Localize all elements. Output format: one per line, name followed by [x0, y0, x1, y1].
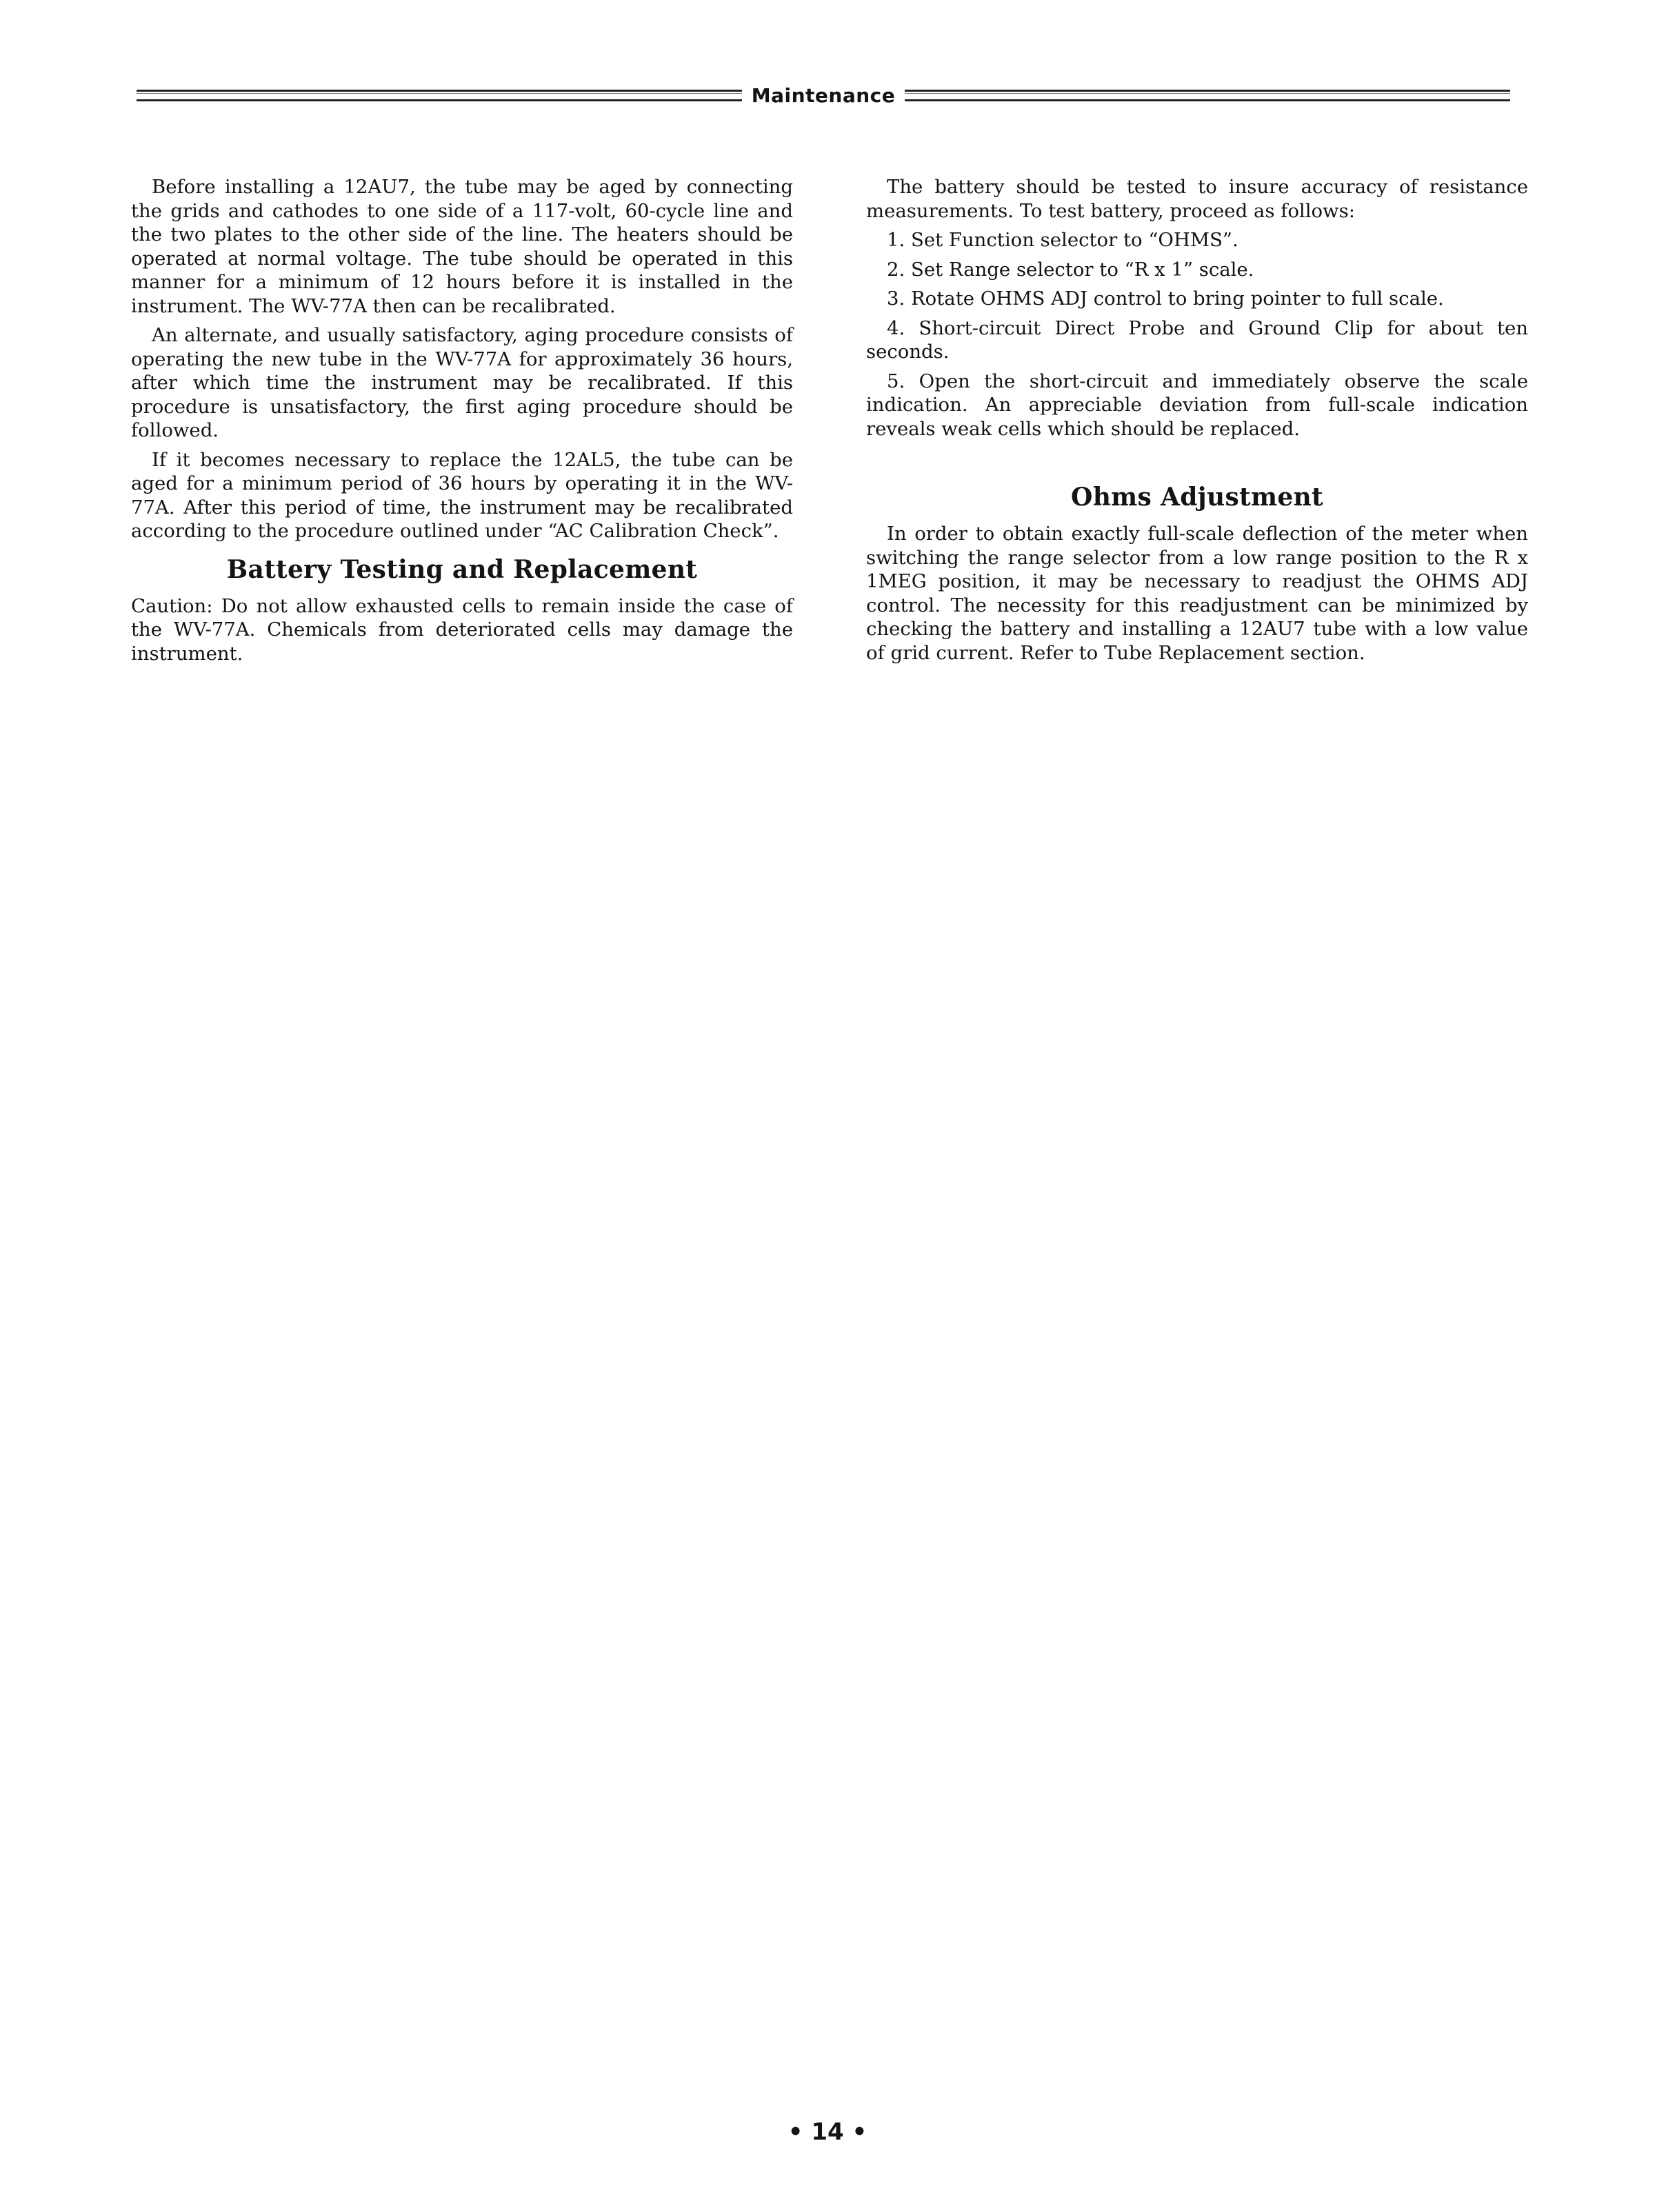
heading-battery-testing: Battery Testing and Replacement: [226, 554, 698, 584]
step-1: 1. Set Function selector to “OHMS”.: [887, 229, 1238, 251]
step-4: 4. Short-circuit Direct Probe and Ground Clip for about ten seconds.: [866, 316, 1528, 363]
header-title: Maintenance: [751, 83, 896, 107]
page-header: [137, 77, 1510, 113]
header-rule-left: [137, 90, 742, 101]
heading-ohms-adjustment: Ohms Adjustment: [1071, 483, 1323, 512]
paragraph-ohms-adjustment: In order to obtain exactly full-scale deflection of the meter when switching the range selector from a low range position to the R x 1MEG position, it may be necessary to readjust the OHMS ADJ control. The necessity for this readjustment can be minimized by checking the battery and installing a 12AU7 tube with a low value of grid current. Refer to Tube Replacement section.: [866, 523, 1528, 664]
paragraph-alternate-aging: An alternate, and usually satisfactory, aging procedure consists of operating the new tube in the WV-77A for approximately 36 hours, after which time the instrument may be recalibrated. If this procedure is unsatisfactory, the first aging procedure should be followed.: [131, 324, 793, 441]
step-2: 2. Set Range selector to “R x 1” scale.: [887, 258, 1254, 281]
paragraph-battery-intro: The battery should be tested to insure accuracy of resistance measurements. To test battery, proceed as follows:: [866, 176, 1528, 222]
left-column: [131, 175, 793, 671]
paragraph-replace-12al5: If it becomes necessary to replace the 12AL5, the tube can be aged for a minimum period of 36 hours by operating it in the WV-77A. After this period of time, the instrument may be recalibrated according to the procedure outlined under “AC Calibration Check”.: [131, 448, 793, 542]
paragraph-battery-caution: Caution: Do not allow exhausted cells to remain inside the case of the WV-77A. Chemicals from deteriorated cells may damage the instrument.: [131, 594, 793, 665]
right-column: [866, 175, 1528, 670]
page-number: • 14 •: [788, 2118, 867, 2146]
header-rule-right: [905, 90, 1510, 101]
paragraph-aging-12au7: Before installing a 12AU7, the tube may be aged by connecting the grids and cathodes to one side of a 117-volt, 60-cycle line and the two plates to the other side of the line. The heaters should be operated at normal voltage. The tube should be operated in this manner for a minimum of 12 hours before it is installed in the instrument. The WV-77A then can be recalibrated.: [131, 176, 793, 317]
step-5: 5. Open the short-circuit and immediately observe the scale indication. An appreciable deviation from full-scale indication reveals weak cells which should be replaced.: [866, 370, 1528, 440]
step-3: 3. Rotate OHMS ADJ control to bring pointer to full scale.: [887, 288, 1444, 310]
